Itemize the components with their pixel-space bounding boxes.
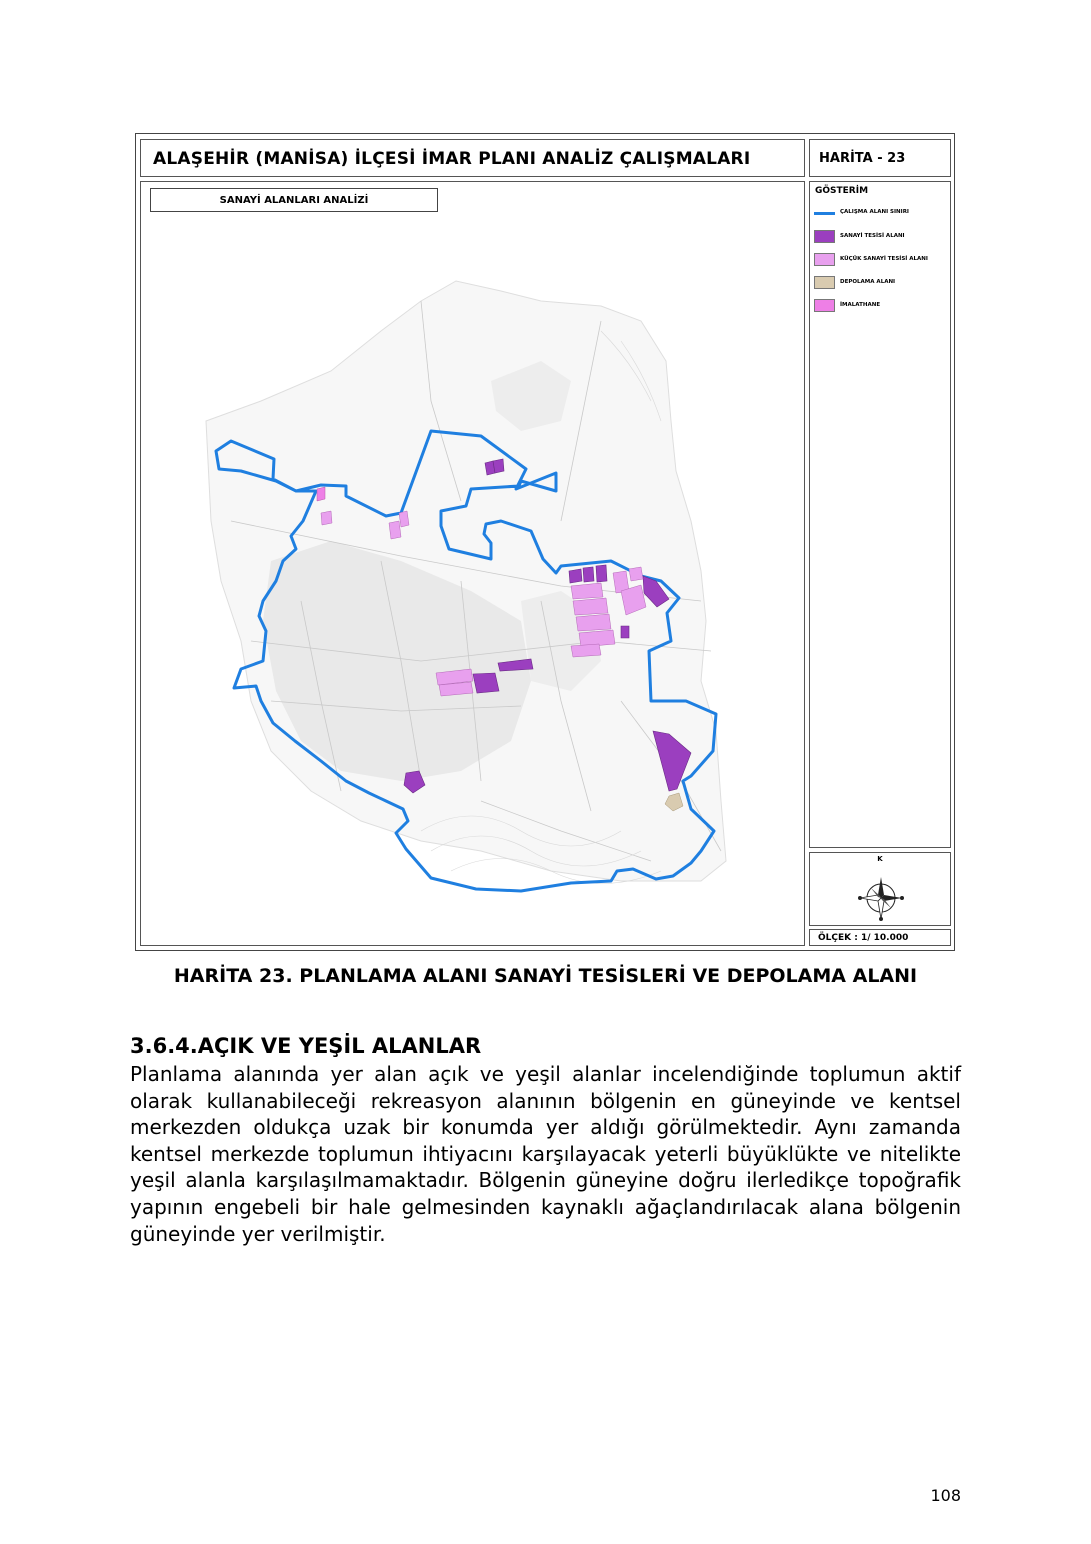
legend-label: DEPOLAMA ALANI — [840, 279, 896, 285]
map-subtitle: SANAYİ ALANLARI ANALİZİ — [150, 188, 438, 212]
small-industry-parcel — [321, 511, 332, 525]
legend-swatch-workshop — [814, 299, 835, 312]
map-canvas — [140, 181, 805, 946]
section-paragraph: Planlama alanında yer alan açık ve yeşil alanlar incelendiğinde toplumun aktif olarak kullanabileceği rekreasyon alanının bölgenin en güneyinde ve kentsel merkezden oldukça uzak bir konumda yer aldığı görülmektedir. Aynı zamanda kentsel merkezde toplumun ihtiyacını karşılayacak yeterli büyüklükte ve nitelikte yeşil alanla karşılaşılmamaktadır. Bölgenin güneyine doğru ilerledikçe topoğrafik yapının engebeli bir hale gelmesinden kaynaklı ağaçlandırılacak alana bölgenin güneyinde yer verilmiştir. — [130, 1062, 961, 1246]
industry-parcel — [493, 459, 504, 473]
legend-item-boundary — [814, 204, 909, 220]
legend-title: GÖSTERİM — [815, 186, 869, 196]
legend-label: ÇALIŞMA ALANI SINIRI — [840, 209, 909, 215]
legend-label: KÜÇÜK SANAYİ TESİSİ ALANI — [840, 256, 928, 262]
small-industry-parcel — [389, 521, 401, 539]
workshop-parcel — [317, 487, 325, 501]
industry-parcel — [473, 673, 499, 693]
legend-swatch-small-industry — [814, 253, 835, 266]
page-number: 108 — [930, 1486, 961, 1505]
small-industry-parcel — [629, 567, 643, 581]
small-industry-parcel — [571, 583, 603, 599]
map-drawing — [141, 182, 805, 946]
figure-caption: HARİTA 23. PLANLAMA ALANI SANAYİ TESİSLERİ VE DEPOLAMA ALANI — [173, 965, 918, 987]
industry-parcel — [596, 565, 607, 582]
north-label: K — [877, 855, 883, 863]
map-title: ALAŞEHİR (MANİSA) İLÇESİ İMAR PLANI ANALİZ ÇALIŞMALARI — [140, 139, 805, 177]
section-heading: 3.6.4.AÇIK VE YEŞİL ALANLAR — [130, 1034, 482, 1058]
legend-swatch-industry — [814, 230, 835, 243]
legend-label: İMALATHANE — [840, 302, 881, 308]
legend-swatch-storage — [814, 276, 835, 289]
legend-swatch-boundary — [814, 207, 835, 215]
map-number: HARİTA - 23 — [809, 139, 951, 177]
industry-parcel — [621, 626, 629, 638]
small-industry-parcel — [573, 598, 608, 615]
north-arrow-panel — [809, 852, 951, 926]
legend-item-industry — [814, 228, 905, 244]
small-industry-parcel — [571, 644, 601, 657]
legend-item-workshop — [814, 297, 880, 313]
small-industry-parcel — [399, 511, 409, 527]
legend-item-small-industry — [814, 251, 928, 267]
small-industry-parcel — [576, 614, 611, 631]
map-legend — [809, 181, 951, 848]
industry-parcel — [569, 569, 582, 583]
industry-parcel — [583, 567, 594, 582]
legend-label: SANAYİ TESİSİ ALANI — [840, 233, 905, 239]
legend-item-storage — [814, 274, 895, 290]
map-scale: ÖLÇEK : 1/ 10.000 — [809, 929, 951, 946]
compass-rose-icon — [810, 853, 952, 927]
